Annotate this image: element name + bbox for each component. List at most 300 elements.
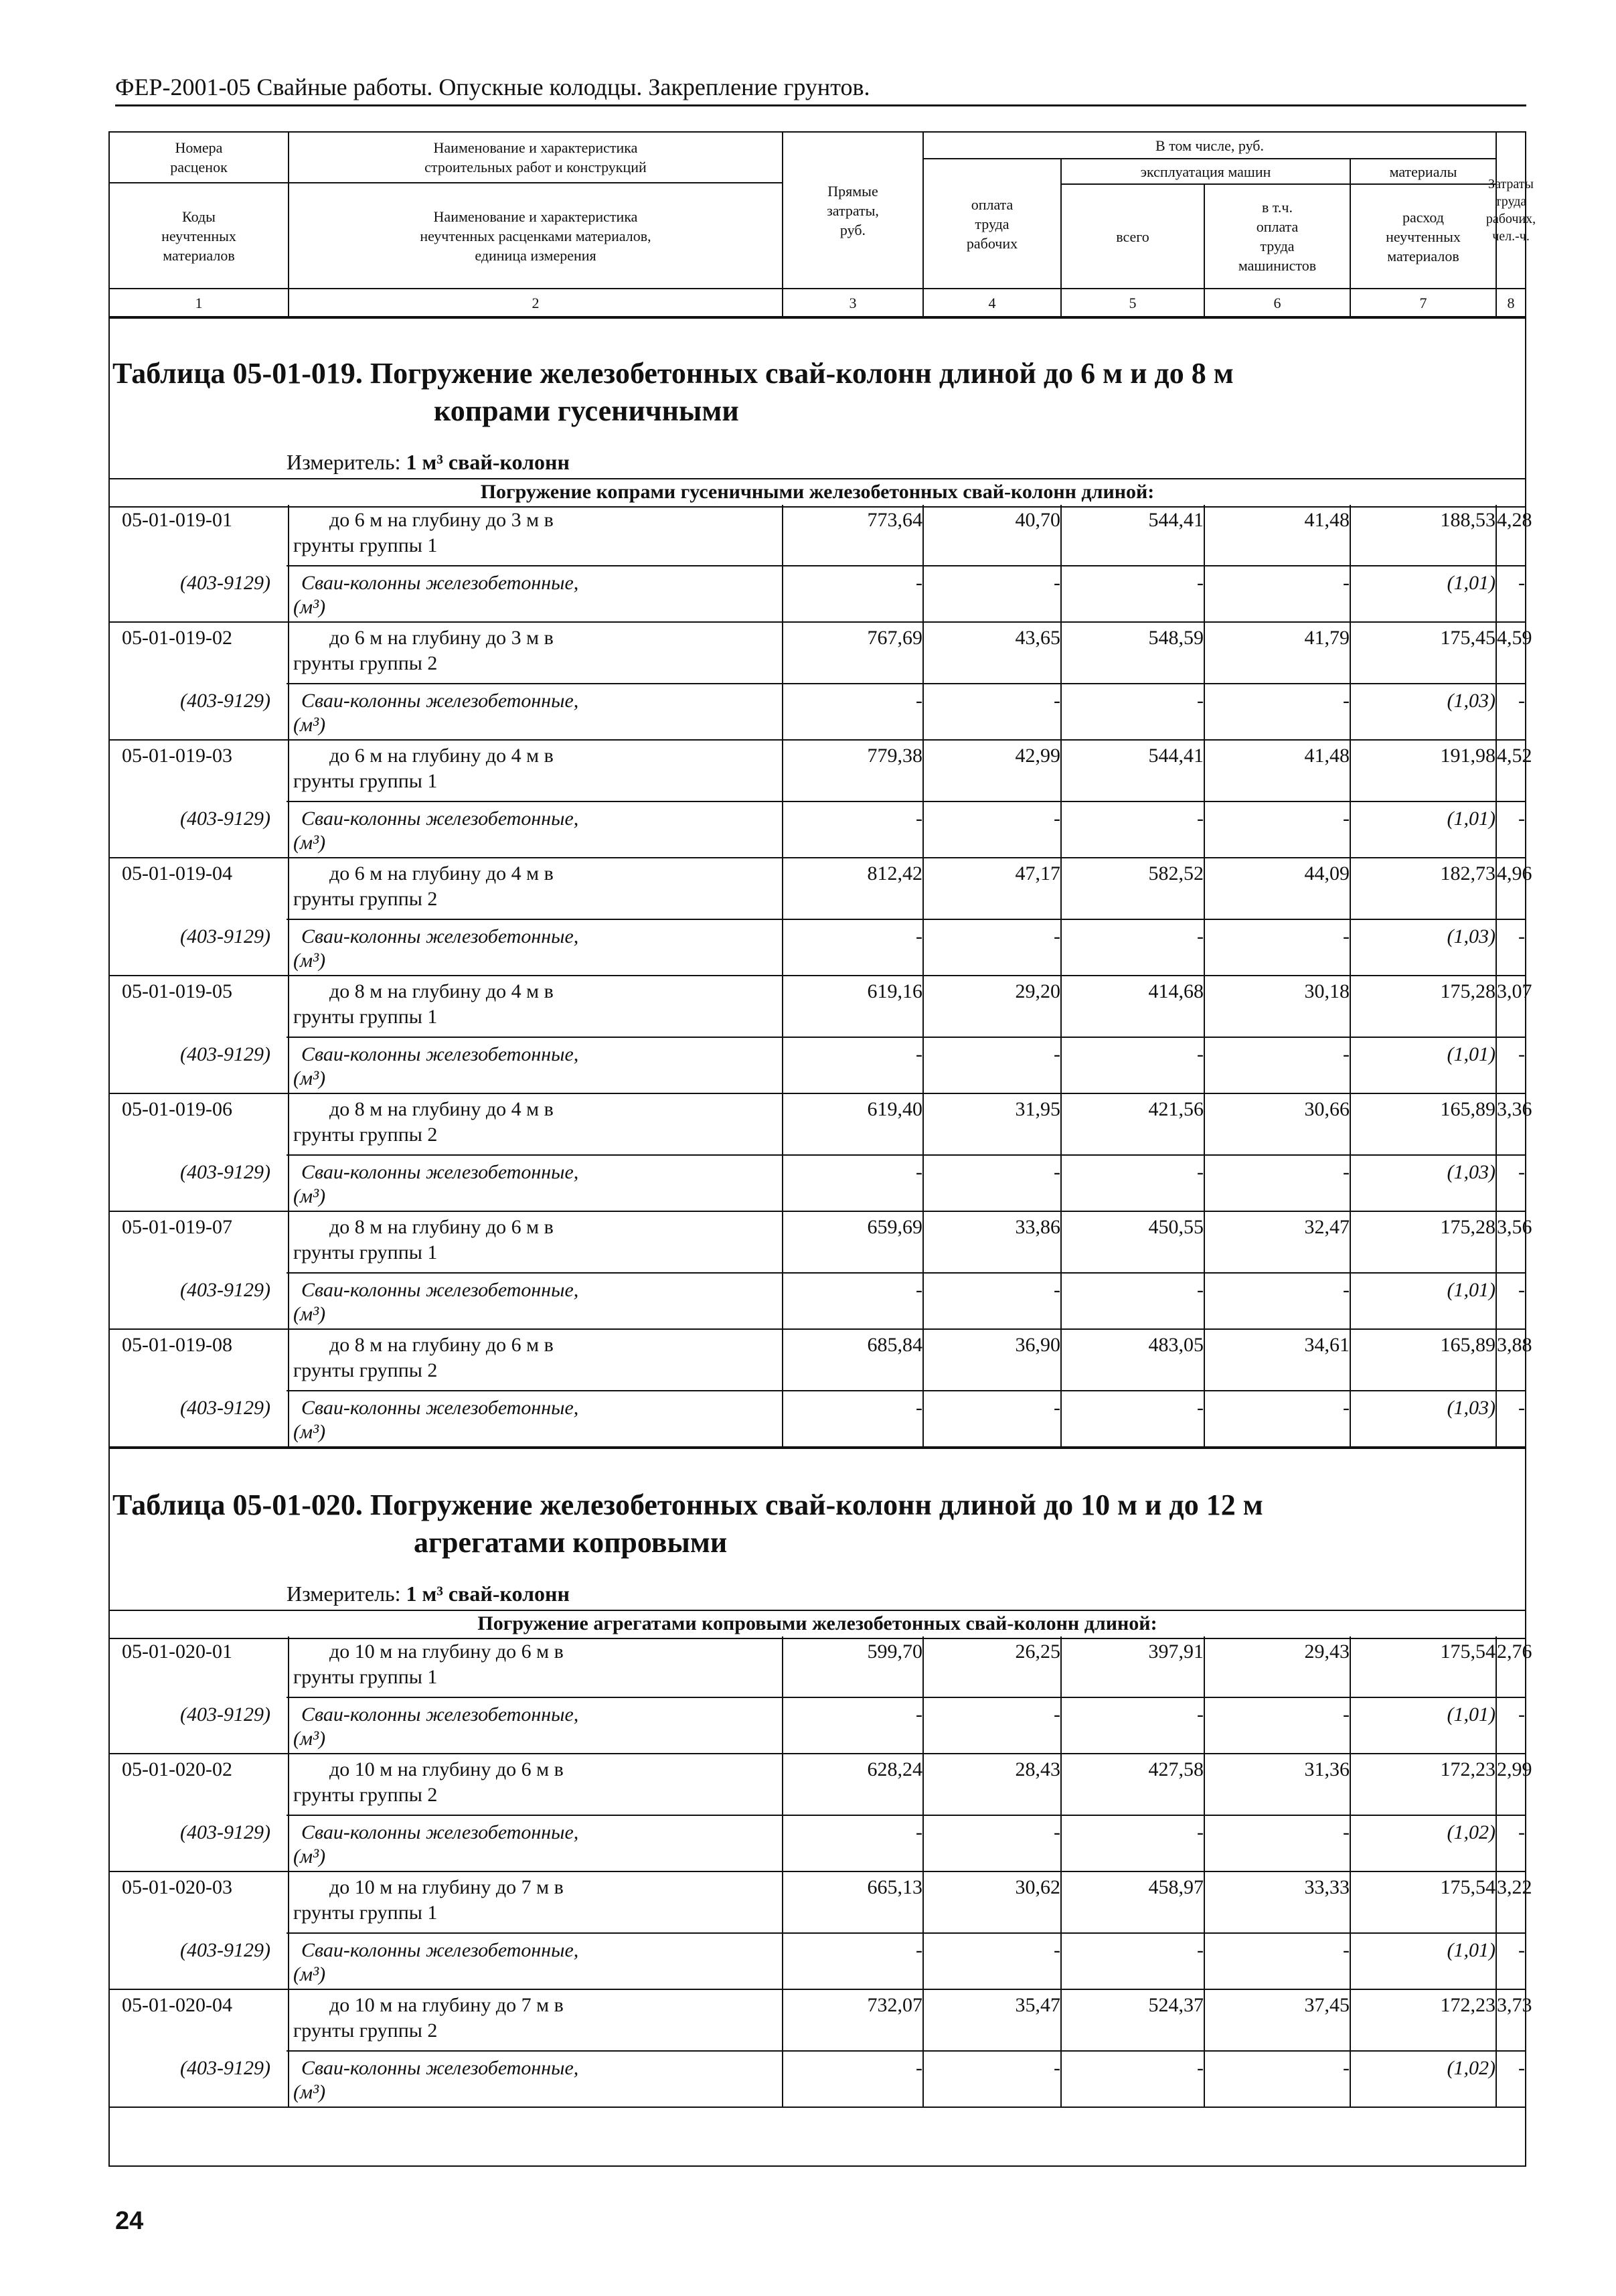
rate-code-cell <box>110 1990 288 2108</box>
col-number-4: 4 <box>922 288 1060 317</box>
material-code: (403-9129) <box>180 1161 270 1183</box>
work-name: до 6 м на глубину до 4 м в <box>329 862 554 885</box>
work-description-cell <box>288 1872 782 1990</box>
value-cell-materials <box>1350 623 1496 741</box>
value-cell-machines <box>1060 623 1204 741</box>
work-description-cell <box>288 1636 782 1754</box>
value-cell-hours <box>1496 505 1532 623</box>
dash: - <box>1518 1279 1525 1301</box>
value-cell-direct <box>782 623 922 741</box>
value-cell-materials <box>1350 741 1496 858</box>
value-cell-machines <box>1060 741 1204 858</box>
col2-header-bottom: Наименование и характеристика неучтенных расценками материалов, единица измерения <box>288 182 782 288</box>
row-separator <box>287 801 1525 802</box>
dash: - <box>1343 1821 1350 1843</box>
dash: - <box>1343 1939 1350 1961</box>
machines-value: 397,91 <box>1148 1640 1204 1663</box>
labor-value: 47,17 <box>1015 862 1060 885</box>
material-unit: (м³) <box>293 1728 326 1750</box>
dash: - <box>1197 690 1204 712</box>
operators-value: 41,79 <box>1304 627 1350 649</box>
dash: - <box>916 572 922 594</box>
work-description-cell <box>288 1094 782 1212</box>
dash: - <box>1197 1279 1204 1301</box>
row-separator <box>287 1037 1525 1038</box>
row-separator <box>287 1697 1525 1698</box>
machines-header: эксплуатация машин <box>1060 158 1350 183</box>
direct-value: 619,16 <box>867 980 922 1002</box>
material-quantity: (1,03) <box>1447 1161 1496 1183</box>
table-row <box>110 623 1532 741</box>
direct-value: 599,70 <box>867 1640 922 1663</box>
material-quantity: (1,01) <box>1447 1703 1496 1726</box>
dash: - <box>1518 1397 1525 1419</box>
hours-value: 3,07 <box>1497 980 1532 1002</box>
dash: - <box>916 1939 922 1961</box>
value-cell-machines <box>1060 1872 1204 1990</box>
table-row <box>110 741 1532 858</box>
work-description-cell <box>288 1330 782 1448</box>
machines-value: 524,37 <box>1148 1994 1204 2016</box>
materials-value: 175,54 <box>1440 1876 1496 1898</box>
col6-header: в т.ч. оплата труда машинистов <box>1204 183 1350 288</box>
materials-value: 175,54 <box>1440 1640 1496 1663</box>
dash: - <box>916 925 922 947</box>
labor-value: 28,43 <box>1015 1758 1060 1780</box>
dash: - <box>1197 1703 1204 1726</box>
value-cell-direct <box>782 858 922 976</box>
section-rows <box>110 505 1532 1448</box>
section-meter: Измеритель: 1 м³ свай-колонн <box>287 1582 570 1606</box>
material-name: Сваи-колонны железобетонные, <box>301 1043 579 1065</box>
row-separator <box>287 565 1525 566</box>
value-cell-machines <box>1060 1212 1204 1330</box>
machines-value: 548,59 <box>1148 627 1204 649</box>
section-title: Таблица 05-01-019. Погружение железобетонных свай-колонн длиной до 6 м и до 8 м копрами гусеничными <box>112 357 1234 427</box>
material-unit: (м³) <box>293 2081 326 2103</box>
material-code: (403-9129) <box>180 690 270 712</box>
dash: - <box>1054 808 1060 830</box>
value-cell-machines <box>1060 1094 1204 1212</box>
material-unit: (м³) <box>293 596 326 618</box>
dash: - <box>916 690 922 712</box>
row-separator <box>287 1154 1525 1156</box>
value-cell-hours <box>1496 1754 1532 1872</box>
value-cell-operators <box>1204 1094 1350 1212</box>
row-separator <box>287 1815 1525 1816</box>
section-subheader: Погружение копрами гусеничными железобетонных свай-колонн длиной: <box>110 478 1525 508</box>
value-cell-hours <box>1496 1330 1532 1448</box>
value-cell-labor <box>922 1872 1060 1990</box>
rate-code-cell <box>110 1212 288 1330</box>
hours-value: 3,88 <box>1497 1334 1532 1356</box>
dash: - <box>1518 2057 1525 2079</box>
dash: - <box>1054 2057 1060 2079</box>
material-quantity: (1,03) <box>1447 690 1496 712</box>
value-cell-hours <box>1496 1212 1532 1330</box>
dash: - <box>1343 1043 1350 1065</box>
materials-value: 172,23 <box>1440 1758 1496 1780</box>
table-row <box>110 505 1532 623</box>
table-row <box>110 976 1532 1094</box>
work-description-cell <box>288 505 782 623</box>
value-cell-operators <box>1204 1990 1350 2108</box>
value-cell-labor <box>922 1330 1060 1448</box>
hours-value: 3,73 <box>1497 1994 1532 2016</box>
materials-value: 182,73 <box>1440 862 1496 885</box>
value-cell-labor <box>922 1094 1060 1212</box>
work-name-cont: грунты группы 1 <box>293 1241 438 1264</box>
machines-value: 483,05 <box>1148 1334 1204 1356</box>
dash: - <box>1197 572 1204 594</box>
col3-header: Прямые затраты, руб. <box>782 133 922 288</box>
dash: - <box>1343 1279 1350 1301</box>
value-cell-operators <box>1204 1636 1350 1754</box>
operators-value: 34,61 <box>1304 1334 1350 1356</box>
value-cell-materials <box>1350 1636 1496 1754</box>
value-cell-direct <box>782 1872 922 1990</box>
row-separator <box>287 1932 1525 1934</box>
rate-code: 05-01-019-08 <box>122 1334 232 1356</box>
dash: - <box>916 1279 922 1301</box>
value-cell-direct <box>782 741 922 858</box>
table-row <box>110 1212 1532 1330</box>
hours-value: 4,59 <box>1497 627 1532 649</box>
materials-value: 165,89 <box>1440 1334 1496 1356</box>
value-cell-operators <box>1204 976 1350 1094</box>
table-section-019 <box>110 317 1532 1582</box>
value-cell-machines <box>1060 1990 1204 2108</box>
dash: - <box>1054 1161 1060 1183</box>
rate-code: 05-01-020-03 <box>122 1876 232 1898</box>
work-name: до 10 м на глубину до 7 м в <box>329 1876 564 1898</box>
hours-value: 4,96 <box>1497 862 1532 885</box>
dash: - <box>1054 925 1060 947</box>
operators-value: 33,33 <box>1304 1876 1350 1898</box>
material-unit: (м³) <box>293 1845 326 1867</box>
material-name: Сваи-колонны железобетонные, <box>301 2057 579 2079</box>
material-unit: (м³) <box>293 832 326 854</box>
labor-value: 42,99 <box>1015 745 1060 767</box>
row-separator <box>287 1272 1525 1274</box>
value-cell-materials <box>1350 858 1496 976</box>
dash: - <box>1197 2057 1204 2079</box>
work-description-cell <box>288 741 782 858</box>
operators-value: 41,48 <box>1304 745 1350 767</box>
col2-header-top: Наименование и характеристика строительных работ и конструкций <box>288 133 782 182</box>
col-number-5: 5 <box>1060 288 1204 317</box>
material-unit: (м³) <box>293 1067 326 1089</box>
table-section-020 <box>110 1448 1532 2167</box>
dash: - <box>1518 1043 1525 1065</box>
work-description-cell <box>288 1754 782 1872</box>
rate-code-cell <box>110 976 288 1094</box>
work-name-cont: грунты группы 2 <box>293 2019 438 2042</box>
table-row <box>110 858 1532 976</box>
value-cell-operators <box>1204 505 1350 623</box>
section-rows <box>110 1636 1532 2108</box>
material-name: Сваи-колонны железобетонные, <box>301 808 579 830</box>
dash: - <box>1197 925 1204 947</box>
work-name-cont: грунты группы 2 <box>293 1359 438 1381</box>
material-name: Сваи-колонны железобетонные, <box>301 572 579 594</box>
rate-table <box>108 131 1536 2167</box>
material-name: Сваи-колонны железобетонные, <box>301 1939 579 1961</box>
operators-value: 44,09 <box>1304 862 1350 885</box>
value-cell-machines <box>1060 1636 1204 1754</box>
col-number-3: 3 <box>782 288 922 317</box>
value-cell-hours <box>1496 1094 1532 1212</box>
table-row <box>110 1636 1532 1754</box>
dash: - <box>1197 1161 1204 1183</box>
material-code: (403-9129) <box>180 808 270 830</box>
dash: - <box>1518 1821 1525 1843</box>
rate-code: 05-01-019-06 <box>122 1098 232 1120</box>
col1-header-bottom: Коды неучтенных материалов <box>110 182 288 288</box>
material-quantity: (1,01) <box>1447 572 1496 594</box>
value-cell-labor <box>922 1754 1060 1872</box>
labor-value: 31,95 <box>1015 1098 1060 1120</box>
row-separator <box>287 2050 1525 2052</box>
direct-value: 767,69 <box>867 627 922 649</box>
value-cell-materials <box>1350 1212 1496 1330</box>
dash: - <box>1518 1161 1525 1183</box>
dash: - <box>1518 1939 1525 1961</box>
work-name: до 10 м на глубину до 6 м в <box>329 1758 564 1780</box>
value-cell-materials <box>1350 976 1496 1094</box>
col-number-1: 1 <box>110 288 288 317</box>
materials-value: 175,28 <box>1440 1216 1496 1238</box>
value-cell-labor <box>922 1212 1060 1330</box>
material-quantity: (1,01) <box>1447 1043 1496 1065</box>
value-cell-hours <box>1496 623 1532 741</box>
machines-value: 544,41 <box>1148 509 1204 531</box>
dash: - <box>916 808 922 830</box>
labor-value: 30,62 <box>1015 1876 1060 1898</box>
material-quantity: (1,03) <box>1447 925 1496 947</box>
rate-code-cell <box>110 1094 288 1212</box>
labor-value: 43,65 <box>1015 627 1060 649</box>
dash: - <box>1197 808 1204 830</box>
materials-value: 191,98 <box>1440 745 1496 767</box>
dash: - <box>916 1397 922 1419</box>
labor-value: 35,47 <box>1015 1994 1060 2016</box>
labor-value: 40,70 <box>1015 509 1060 531</box>
material-quantity: (1,02) <box>1447 1821 1496 1843</box>
page-number: 24 <box>115 2207 144 2235</box>
operators-value: 31,36 <box>1304 1758 1350 1780</box>
dash: - <box>916 1703 922 1726</box>
labor-value: 33,86 <box>1015 1216 1060 1238</box>
rate-code: 05-01-020-02 <box>122 1758 232 1780</box>
hours-value: 4,52 <box>1497 745 1532 767</box>
col4-header: оплата труда рабочих <box>922 158 1060 288</box>
value-cell-hours <box>1496 976 1532 1094</box>
work-name: до 8 м на глубину до 4 м в <box>329 1098 554 1120</box>
value-cell-operators <box>1204 1330 1350 1448</box>
work-description-cell <box>288 1212 782 1330</box>
work-name-cont: грунты группы 1 <box>293 534 438 556</box>
value-cell-labor <box>922 858 1060 976</box>
material-code: (403-9129) <box>180 1703 270 1726</box>
work-name: до 8 м на глубину до 6 м в <box>329 1216 554 1238</box>
group-header: В том числе, руб. <box>922 133 1496 158</box>
material-unit: (м³) <box>293 1185 326 1207</box>
value-cell-operators <box>1204 858 1350 976</box>
value-cell-machines <box>1060 505 1204 623</box>
dash: - <box>1197 1939 1204 1961</box>
dash: - <box>916 1043 922 1065</box>
work-name: до 6 м на глубину до 3 м в <box>329 627 554 649</box>
value-cell-operators <box>1204 623 1350 741</box>
direct-value: 665,13 <box>867 1876 922 1898</box>
operators-value: 29,43 <box>1304 1640 1350 1663</box>
value-cell-labor <box>922 505 1060 623</box>
value-cell-labor <box>922 741 1060 858</box>
value-cell-machines <box>1060 858 1204 976</box>
work-name: до 10 м на глубину до 6 м в <box>329 1640 564 1663</box>
materials-value: 175,45 <box>1440 627 1496 649</box>
value-cell-labor <box>922 1636 1060 1754</box>
material-name: Сваи-колонны железобетонные, <box>301 1821 579 1843</box>
rate-code: 05-01-019-07 <box>122 1216 232 1238</box>
direct-value: 732,07 <box>867 1994 922 2016</box>
dash: - <box>1343 690 1350 712</box>
value-cell-direct <box>782 505 922 623</box>
rate-code: 05-01-019-02 <box>122 627 232 649</box>
table-row <box>110 1990 1532 2108</box>
rate-code: 05-01-020-01 <box>122 1640 232 1663</box>
value-cell-materials <box>1350 1094 1496 1212</box>
col-number-8: 8 <box>1496 288 1525 317</box>
value-cell-machines <box>1060 976 1204 1094</box>
dash: - <box>1518 808 1525 830</box>
dash: - <box>1343 1397 1350 1419</box>
dash: - <box>1518 690 1525 712</box>
material-name: Сваи-колонны железобетонные, <box>301 1703 579 1726</box>
col-number-6: 6 <box>1204 288 1350 317</box>
work-name-cont: грунты группы 1 <box>293 1902 438 1924</box>
direct-value: 659,69 <box>867 1216 922 1238</box>
dash: - <box>1518 572 1525 594</box>
operators-value: 41,48 <box>1304 509 1350 531</box>
value-cell-machines <box>1060 1754 1204 1872</box>
labor-value: 36,90 <box>1015 1334 1060 1356</box>
material-unit: (м³) <box>293 714 326 736</box>
material-quantity: (1,01) <box>1447 1939 1496 1961</box>
col-number-2: 2 <box>288 288 782 317</box>
material-unit: (м³) <box>293 1421 326 1443</box>
value-cell-direct <box>782 1212 922 1330</box>
hours-value: 3,36 <box>1497 1098 1532 1120</box>
value-cell-direct <box>782 1754 922 1872</box>
hours-value: 2,99 <box>1497 1758 1532 1780</box>
dash: - <box>1054 1939 1060 1961</box>
dash: - <box>1518 1703 1525 1726</box>
section-title: Таблица 05-01-020. Погружение железобетонных свай-колонн длиной до 10 м и до 12 м агрегатами копровыми <box>112 1488 1263 1559</box>
col-number-7: 7 <box>1350 288 1496 317</box>
material-code: (403-9129) <box>180 1397 270 1419</box>
material-unit: (м³) <box>293 1303 326 1325</box>
work-name-cont: грунты группы 2 <box>293 888 438 910</box>
rate-code-cell <box>110 1636 288 1754</box>
value-cell-labor <box>922 623 1060 741</box>
rate-code-cell <box>110 623 288 741</box>
material-code: (403-9129) <box>180 2057 270 2079</box>
machines-value: 544,41 <box>1148 745 1204 767</box>
machines-value: 421,56 <box>1148 1098 1204 1120</box>
dash: - <box>1054 572 1060 594</box>
work-name: до 6 м на глубину до 3 м в <box>329 509 554 531</box>
direct-value: 619,40 <box>867 1098 922 1120</box>
hours-value: 3,56 <box>1497 1216 1532 1238</box>
rate-code-cell <box>110 741 288 858</box>
materials-value: 175,28 <box>1440 980 1496 1002</box>
row-separator <box>287 1390 1525 1391</box>
value-cell-labor <box>922 1990 1060 2108</box>
material-unit: (м³) <box>293 1963 326 1985</box>
material-quantity: (1,01) <box>1447 808 1496 830</box>
value-cell-hours <box>1496 1990 1532 2108</box>
value-cell-direct <box>782 1636 922 1754</box>
material-code: (403-9129) <box>180 925 270 947</box>
value-cell-operators <box>1204 1754 1350 1872</box>
value-cell-hours <box>1496 741 1532 858</box>
value-cell-operators <box>1204 1872 1350 1990</box>
work-name: до 8 м на глубину до 4 м в <box>329 980 554 1002</box>
dash: - <box>1054 1703 1060 1726</box>
work-name: до 8 м на глубину до 6 м в <box>329 1334 554 1356</box>
work-description-cell <box>288 858 782 976</box>
value-cell-machines <box>1060 1330 1204 1448</box>
work-name: до 6 м на глубину до 4 м в <box>329 745 554 767</box>
work-name-cont: грунты группы 1 <box>293 770 438 792</box>
operators-value: 37,45 <box>1304 1994 1350 2016</box>
value-cell-materials <box>1350 1990 1496 2108</box>
value-cell-labor <box>922 976 1060 1094</box>
value-cell-hours <box>1496 1636 1532 1754</box>
labor-value: 26,25 <box>1015 1640 1060 1663</box>
machines-value: 582,52 <box>1148 862 1204 885</box>
material-code: (403-9129) <box>180 1043 270 1065</box>
machines-value: 427,58 <box>1148 1758 1204 1780</box>
dash: - <box>916 1821 922 1843</box>
col1-header-top: Номера расценок <box>170 139 228 175</box>
work-name: до 10 м на глубину до 7 м в <box>329 1994 564 2016</box>
value-cell-materials <box>1350 1872 1496 1990</box>
dash: - <box>916 1161 922 1183</box>
value-cell-direct <box>782 976 922 1094</box>
rate-code-cell <box>110 505 288 623</box>
machines-value: 450,55 <box>1148 1216 1204 1238</box>
value-cell-materials <box>1350 1754 1496 1872</box>
material-code: (403-9129) <box>180 1939 270 1961</box>
materials-value: 188,53 <box>1440 509 1496 531</box>
hours-value: 2,76 <box>1497 1640 1532 1663</box>
col5-header: всего <box>1060 183 1204 288</box>
materials-header: материалы <box>1350 158 1496 183</box>
work-description-cell <box>288 976 782 1094</box>
row-separator <box>287 683 1525 684</box>
rate-code: 05-01-019-03 <box>122 745 232 767</box>
dash: - <box>1054 1397 1060 1419</box>
work-name-cont: грунты группы 1 <box>293 1006 438 1028</box>
dash: - <box>1343 1703 1350 1726</box>
value-cell-hours <box>1496 858 1532 976</box>
dash: - <box>1518 925 1525 947</box>
material-quantity: (1,03) <box>1447 1397 1496 1419</box>
machines-value: 458,97 <box>1148 1876 1204 1898</box>
